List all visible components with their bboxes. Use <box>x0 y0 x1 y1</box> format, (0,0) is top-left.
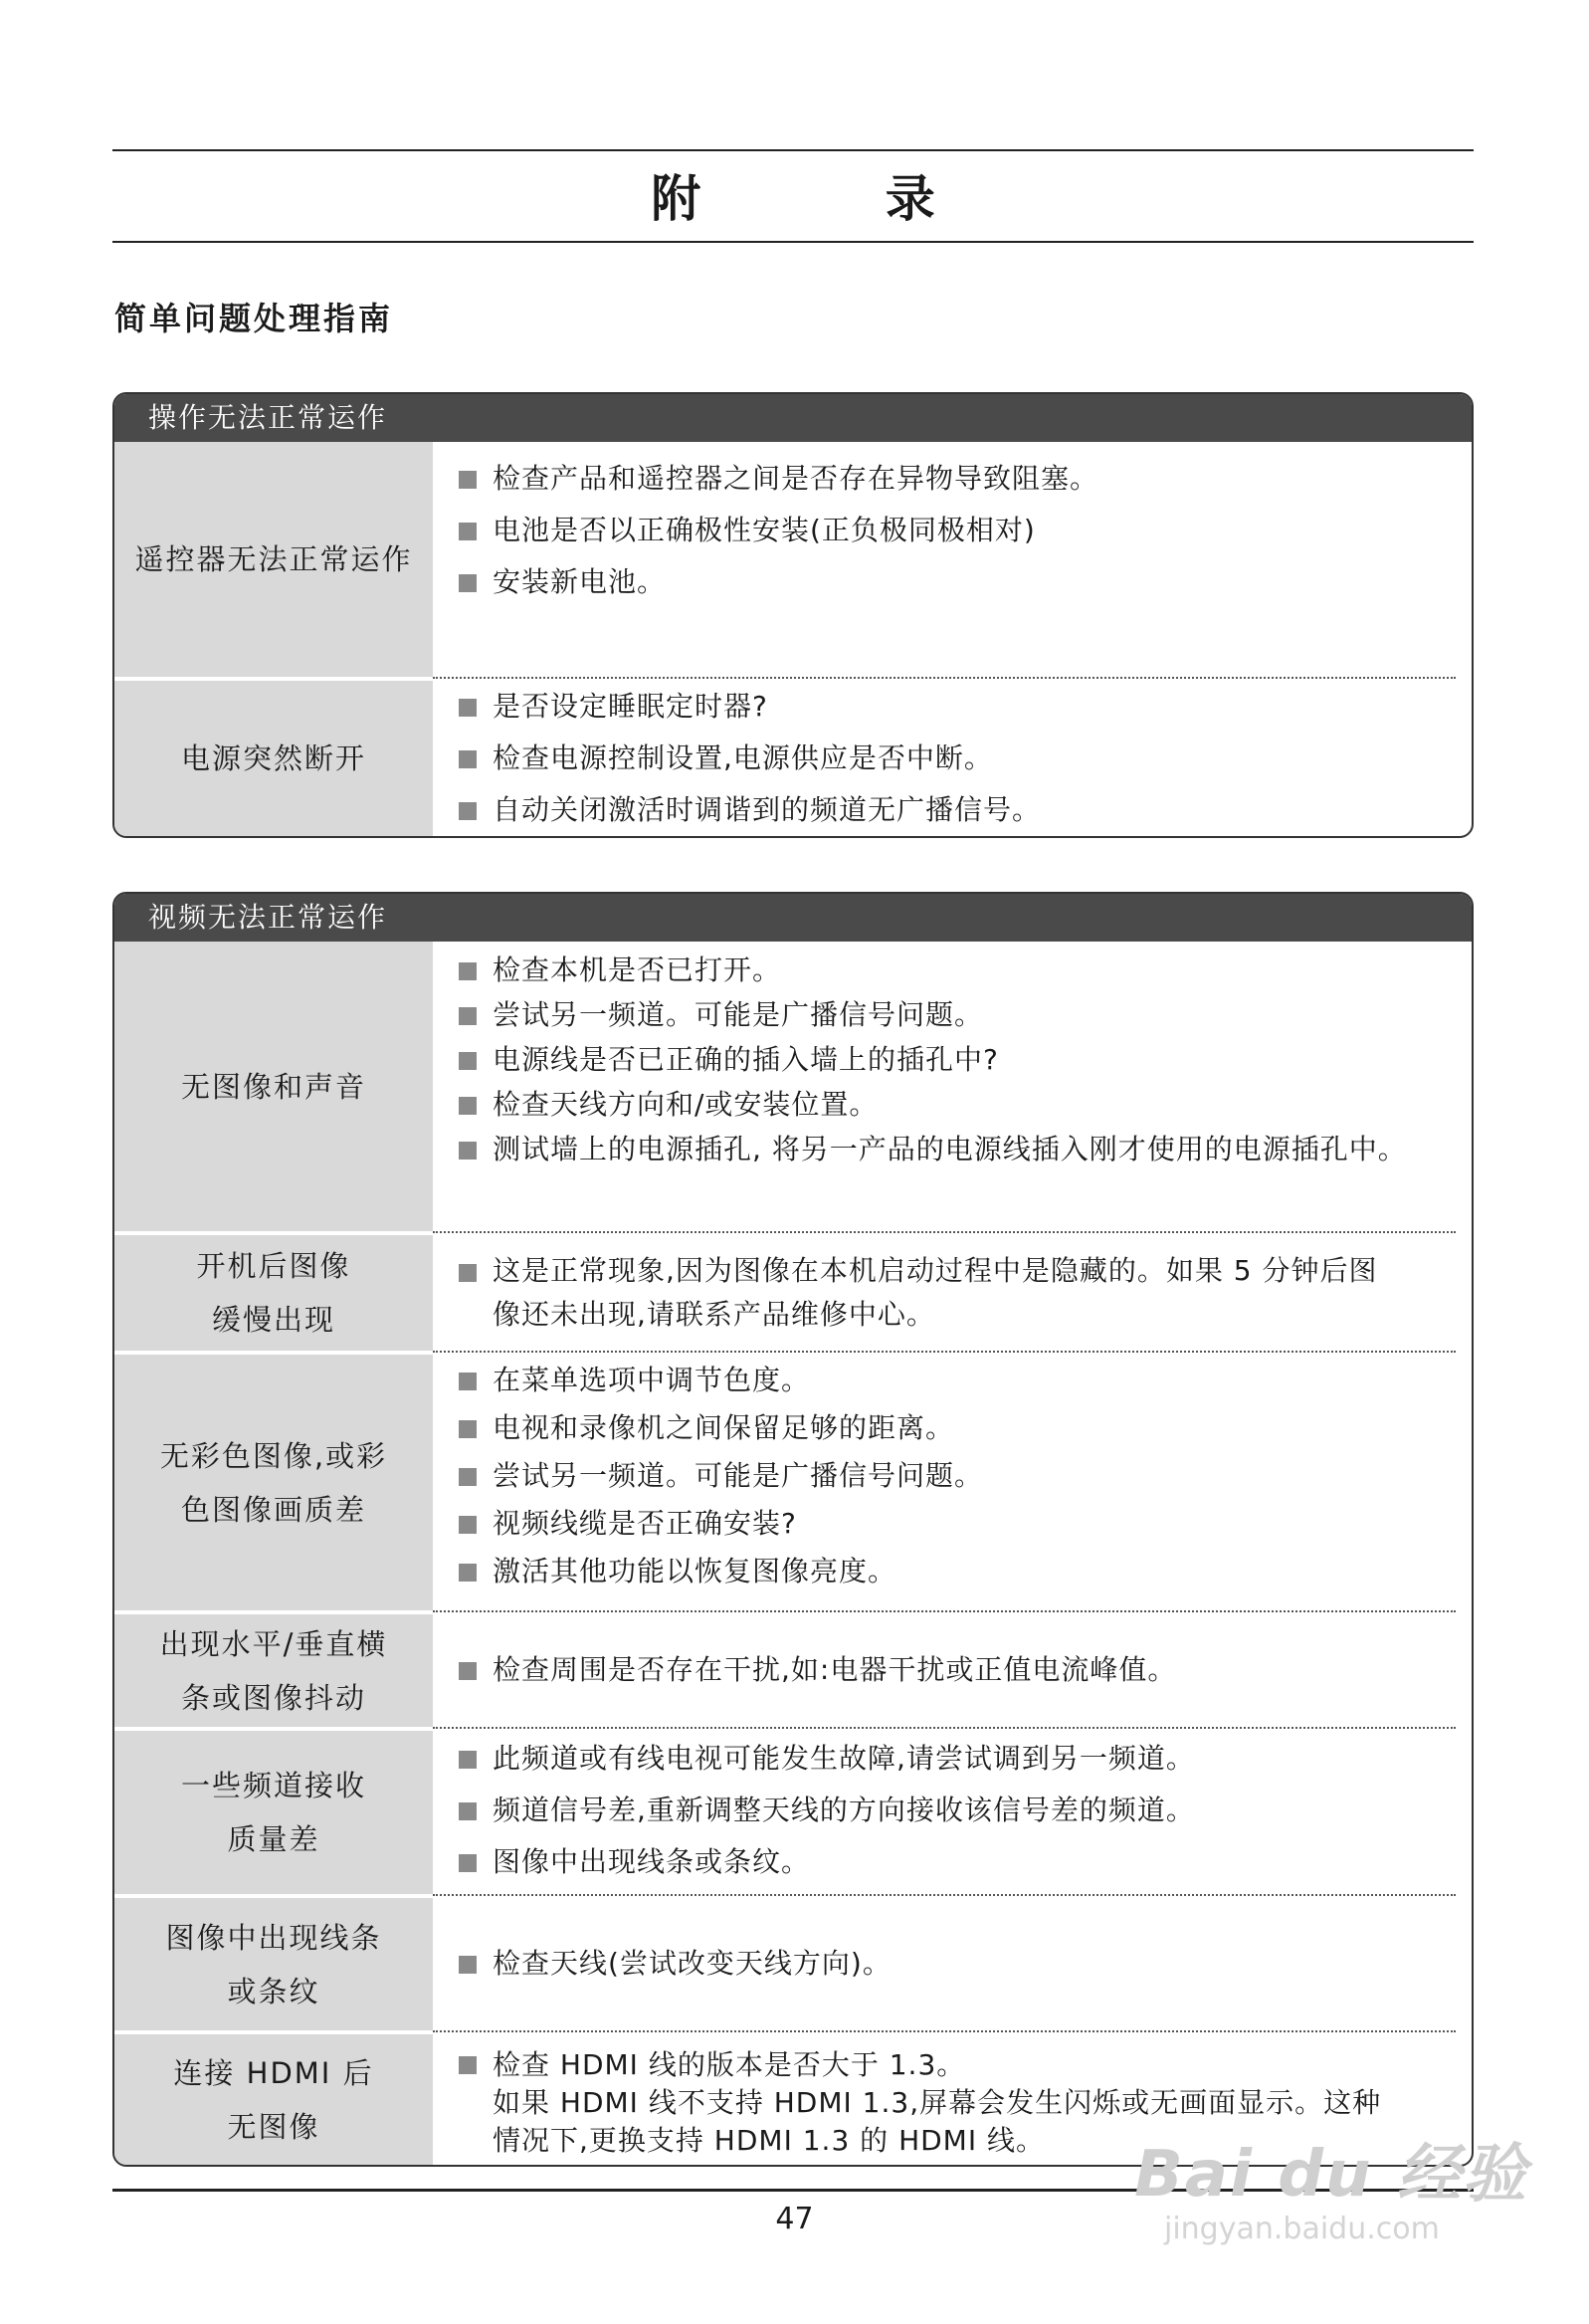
list-item: 检查 HDMI 线的版本是否大于 1.3。 如果 HDMI 线不支持 HDMI 1.3,屏幕会发生闪烁或无画面显示。这种情况下,更换支持 HDMI 1.3 的 HDMI 线。 <box>433 2046 1396 2160</box>
list-item: 测试墙上的电源插孔, 将另一产品的电源线插入刚才使用的电源插孔中。 <box>433 1127 1412 1171</box>
list-item: 检查本机是否已打开。 <box>433 948 1412 992</box>
table-row <box>114 1231 1472 1351</box>
row-label: 开机后图像 缓慢出现 <box>114 1231 433 1351</box>
list-item: 在菜单选项中调节色度。 <box>433 1357 1396 1404</box>
row-body <box>433 942 1472 1231</box>
row-body <box>433 1727 1456 1894</box>
table-header: 视频无法正常运作 <box>114 894 1472 942</box>
row-body <box>433 677 1456 836</box>
row-body <box>433 1610 1456 1727</box>
square-bullet-icon <box>459 750 477 768</box>
watermark <box>1134 2140 1532 2279</box>
square-bullet-icon <box>459 1564 477 1582</box>
square-bullet-icon <box>459 802 477 820</box>
square-bullet-icon <box>459 1956 477 1974</box>
row-body <box>433 442 1472 677</box>
list-item: 检查周围是否存在干扰,如:电器干扰或正值电流峰值。 <box>433 1647 1176 1693</box>
square-bullet-icon <box>459 962 477 980</box>
list-item: 频道信号差,重新调整天线的方向接收该信号差的频道。 <box>433 1785 1396 1836</box>
list-item: 检查天线(尝试改变天线方向)。 <box>433 1941 892 1987</box>
row-label: 连接 HDMI 后 无图像 <box>114 2030 433 2165</box>
video-troubleshoot-table <box>112 892 1474 2167</box>
list-item: 是否设定睡眠定时器? <box>433 681 1396 733</box>
square-bullet-icon <box>459 1516 477 1534</box>
square-bullet-icon <box>459 699 477 717</box>
list-item: 安装新电池。 <box>433 559 1412 605</box>
row-label: 无图像和声音 <box>114 942 433 1231</box>
square-bullet-icon <box>459 1007 477 1025</box>
list-item: 电源线是否已正确的插入墙上的插孔中? <box>433 1037 1412 1082</box>
page-title: 附 录 <box>651 170 1019 228</box>
list-item: 图像中出现线条或条纹。 <box>433 1836 1396 1888</box>
square-bullet-icon <box>459 2056 477 2074</box>
row-body <box>433 1231 1456 1351</box>
table-header: 操作无法正常运作 <box>114 394 1472 442</box>
list-item: 视频线缆是否正确安装? <box>433 1500 1396 1548</box>
square-bullet-icon <box>459 574 477 592</box>
title-rule <box>112 241 1474 243</box>
table-row <box>114 1351 1472 1610</box>
square-bullet-icon <box>459 1802 477 1820</box>
square-bullet-icon <box>459 523 477 540</box>
square-bullet-icon <box>459 1420 477 1438</box>
table-row <box>114 942 1472 1231</box>
list-item: 自动关闭激活时调谐到的频道无广播信号。 <box>433 784 1396 836</box>
list-item: 此频道或有线电视可能发生故障,请尝试调到另一频道。 <box>433 1733 1396 1785</box>
page-number: 47 <box>775 2202 814 2236</box>
square-bullet-icon <box>459 1142 477 1160</box>
row-label: 无彩色图像,或彩 色图像画质差 <box>114 1351 433 1610</box>
square-bullet-icon <box>459 1468 477 1486</box>
row-body <box>433 1894 1456 2030</box>
list-item: 这是正常现象,因为图像在本机启动过程中是隐藏的。如果 5 分钟后图像还未出现,请联系产品维修中心。 <box>433 1249 1396 1337</box>
row-label: 图像中出现线条 或条纹 <box>114 1894 433 2030</box>
operation-troubleshoot-table <box>112 392 1474 838</box>
list-item: 激活其他功能以恢复图像亮度。 <box>433 1548 1396 1595</box>
list-item: 电池是否以正确极性安装(正负极同极相对) <box>433 508 1412 553</box>
table-row <box>114 442 1472 677</box>
table-row <box>114 1727 1472 1894</box>
square-bullet-icon <box>459 1052 477 1070</box>
watermark-url: jingyan.baidu.com <box>1164 2212 1440 2246</box>
square-bullet-icon <box>459 471 477 489</box>
baidu-jingyan-logo: Bai du 经验 <box>1134 2138 1528 2212</box>
row-label: 遥控器无法正常运作 <box>114 442 433 677</box>
list-item: 尝试另一频道。可能是广播信号问题。 <box>433 1452 1396 1500</box>
square-bullet-icon <box>459 1097 477 1115</box>
list-item: 电视和录像机之间保留足够的距离。 <box>433 1404 1396 1452</box>
row-label: 电源突然断开 <box>114 677 433 836</box>
table-row <box>114 1610 1472 1727</box>
square-bullet-icon <box>459 1662 477 1680</box>
row-label: 一些频道接收 质量差 <box>114 1727 433 1894</box>
table-row <box>114 1894 1472 2030</box>
square-bullet-icon <box>459 1373 477 1390</box>
list-item: 尝试另一频道。可能是广播信号问题。 <box>433 992 1412 1037</box>
list-item: 检查产品和遥控器之间是否存在异物导致阻塞。 <box>433 456 1412 502</box>
list-item: 检查电源控制设置,电源供应是否中断。 <box>433 733 1396 784</box>
square-bullet-icon <box>459 1751 477 1769</box>
top-rule <box>112 149 1474 151</box>
square-bullet-icon <box>459 1854 477 1872</box>
section-title: 简单问题处理指南 <box>114 300 394 337</box>
list-item: 检查天线方向和/或安装位置。 <box>433 1082 1412 1127</box>
table-row <box>114 677 1472 836</box>
row-body <box>433 1351 1456 1610</box>
square-bullet-icon <box>459 1264 477 1282</box>
row-label: 出现水平/垂直横 条或图像抖动 <box>114 1610 433 1727</box>
